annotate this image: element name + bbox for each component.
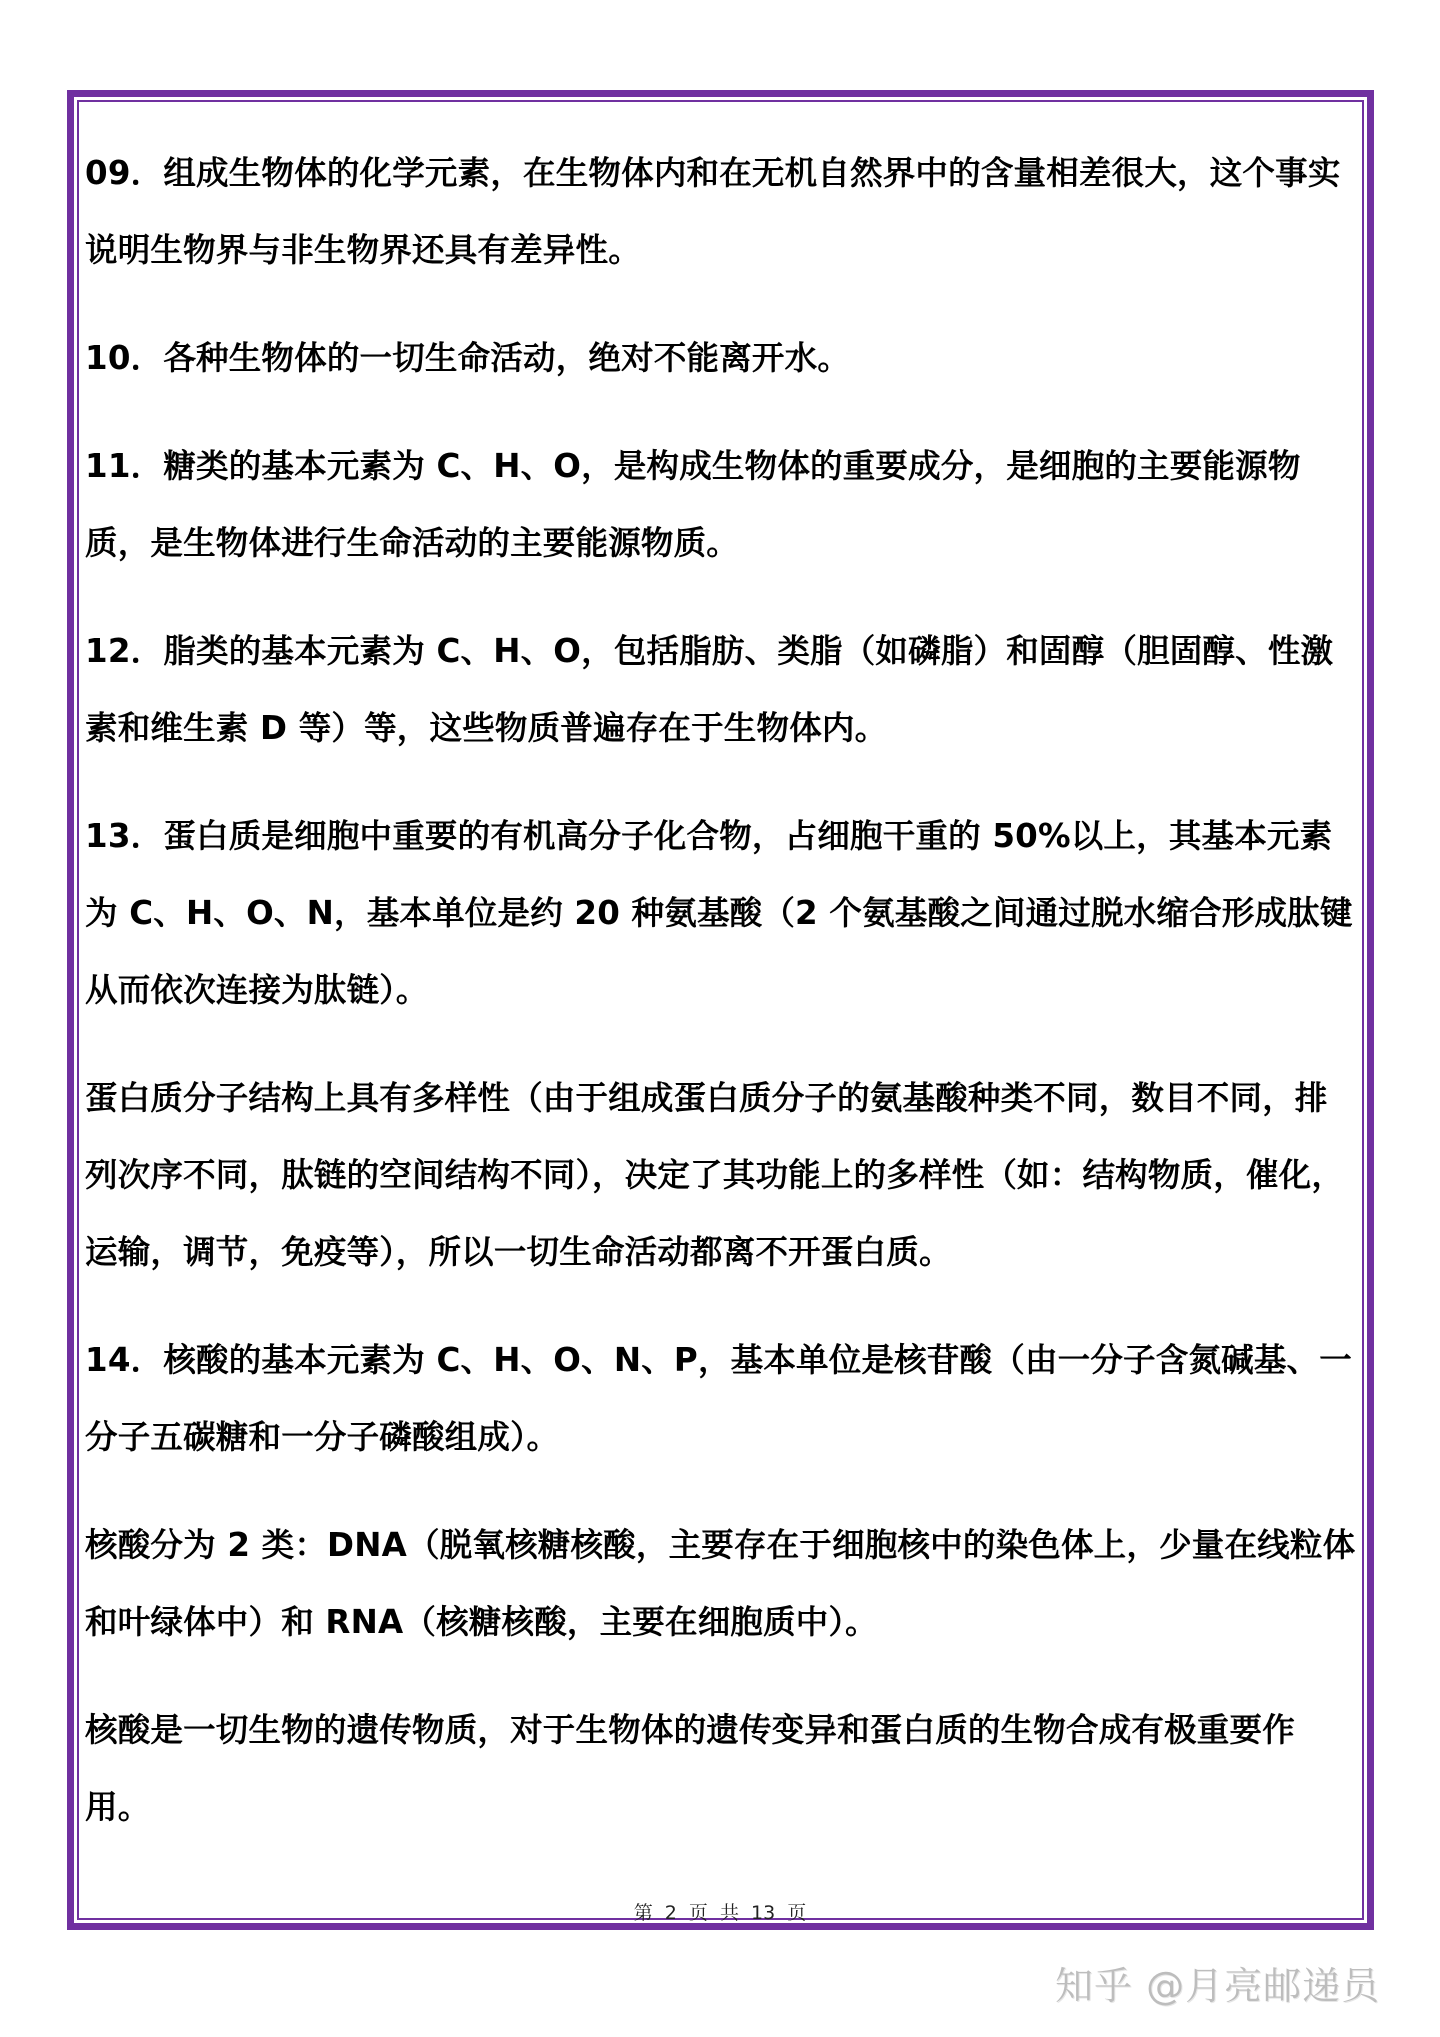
page-number-footer: 第 2 页 共 13 页 — [633, 1902, 807, 1924]
paragraph-14: 14．核酸的基本元素为 C、H、O、N、P，基本单位是核苷酸（由一分子含氮碱基、一分子五碳糖和一分子磷酸组成）。 — [85, 1341, 1352, 1456]
paragraph-10: 10．各种生物体的一切生命活动，绝对不能离开水。 — [85, 339, 851, 377]
paragraph-protein-diversity: 蛋白质分子结构上具有多样性（由于组成蛋白质分子的氨基酸种类不同，数目不同，排列次序不同，肽链的空间结构不同），决定了其功能上的多样性（如：结构物质，催化，运输，调节，免疫等），所以一切生命活动都离不开蛋白质。 — [85, 1079, 1345, 1271]
document-body — [85, 135, 1357, 1877]
paragraph-11: 11．糖类的基本元素为 C、H、O，是构成生物体的重要成分，是细胞的主要能源物质，是生物体进行生命活动的主要能源物质。 — [85, 447, 1301, 562]
paragraph-13: 13．蛋白质是细胞中重要的有机高分子化合物，占细胞干重的 50%以上，其基本元素为 C、H、O、N，基本单位是约 20 种氨基酸（2 个氨基酸之间通过脱水缩合形成肽键从而依次连接为肽链）。 — [85, 817, 1353, 1009]
paragraph-nucleic-acid-types: 核酸分为 2 类：DNA（脱氧核糖核酸，主要存在于细胞核中的染色体上，少量在线粒体和叶绿体中）和 RNA（核糖核酸，主要在细胞质中）。 — [85, 1526, 1356, 1641]
paragraph-09: 09．组成生物体的化学元素，在生物体内和在无机自然界中的含量相差很大，这个事实说明生物界与非生物界还具有差异性。 — [85, 154, 1341, 269]
watermark: 知乎 @月亮邮递员 — [1055, 1964, 1381, 2008]
paragraph-12: 12．脂类的基本元素为 C、H、O，包括脂肪、类脂（如磷脂）和固醇（胆固醇、性激素和维生素 D 等）等，这些物质普遍存在于生物体内。 — [85, 632, 1334, 747]
paragraph-nucleic-acid-role: 核酸是一切生物的遗传物质，对于生物体的遗传变异和蛋白质的生物合成有极重要作用。 — [85, 1711, 1295, 1826]
